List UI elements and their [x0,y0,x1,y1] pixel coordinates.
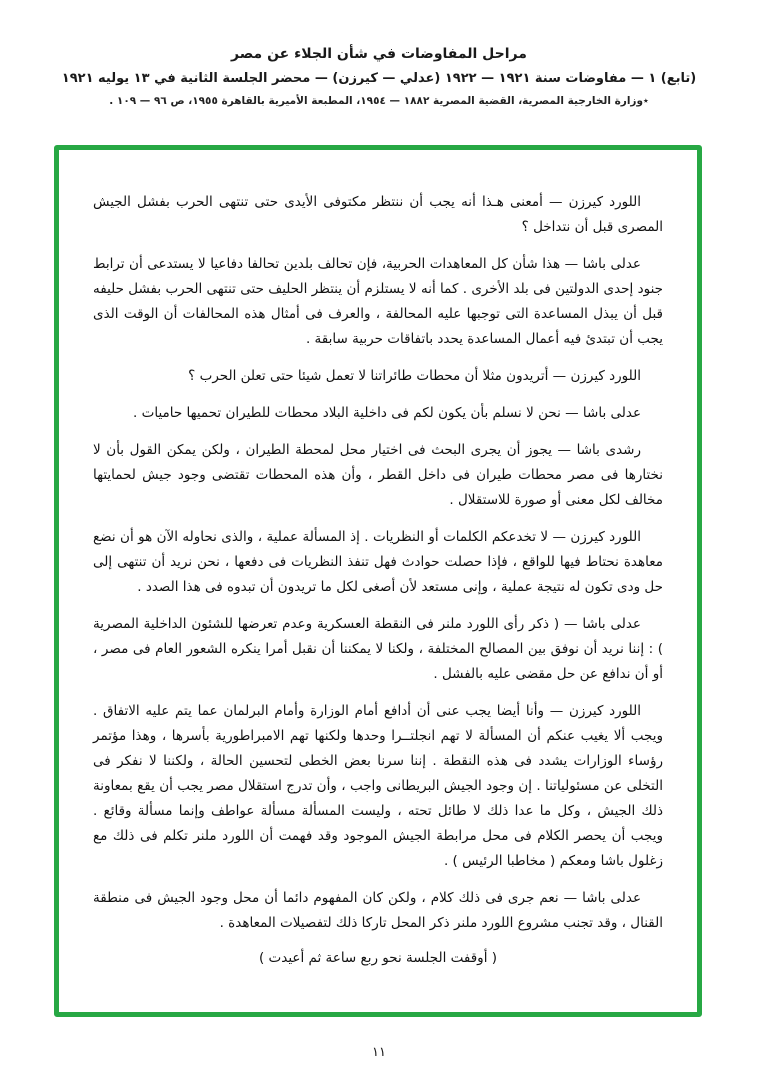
transcript-paragraph: عدلى باشا — ( ذكر رأى اللورد ملنر فى النقطة العسكرية وعدم تعرضها للشئون الداخلية المصرية ) : إننا نريد أن نوفق بين المصالح المختلفة ، ولكنا لا يمكننا أن نقبل أمرا ينكره الشعور العام فى مصر ، أو أن ندافع عن حل مقضى عليه بالفشل . [93,616,663,682]
transcript-paragraph: عدلى باشا — نعم جرى فى ذلك كلام ، ولكن كان المفهوم دائما أن محل وجود الجيش فى منطقة القنال ، وقد تجنب مشروع اللورد ملنر ذكر المحل تاركا ذلك لتفصيلات المعاهدة . [93,890,663,931]
session-pause-note: ( أوقفت الجلسة نحو ربع ساعة ثم أعيدت ) [258,950,498,966]
transcript-paragraph: اللورد كيرزن — أمعنى هـذا أنه يجب أن ننتظر مكتوفى الأيدى حتى تنتهى الحرب بفشل الجيش المصرى قبل أن نتداخل ؟ [93,194,663,235]
transcript-paragraph: اللورد كيرزن — أتريدون مثلا أن محطات طائراتنا لا تعمل شيئا حتى تعلن الحرب ؟ [188,368,641,384]
content-frame [54,145,702,1017]
page-footer [0,1041,758,1060]
page-title: مراحل المفاوضات في شأن الجلاء عن مصر [231,46,527,62]
document-header [0,0,758,107]
transcript-paragraph: اللورد كيرزن — وأنا أيضا يجب عنى أن أدافع أمام الوزارة وأمام البرلمان عما يتم عليه الاتفاق . ويجب ألا يغيب عنكم أن المسألة لا تهم انجلتــرا وحدها ولكنها تهم الامبراطورية بأسرها ، وهذا مؤتمر رؤساء الوزارات يشدد فى هذه النقطة . إننا سرنا بعض الخطى لتحسين الحالة ، ولكننا لا نفكر فى التخلى عن مسئولياتنا . إن وجود الجيش البريطانى واجب ، وأن تدرج استقلال مصر يجب أن يقع بمعاونة ذلك الجيش ، وكل ما عدا ذلك لا طائل تحته ، وليست المسألة مسألة عواطف وإنما مسألة وقائع . ويجب أن يحصر الكلام فى محل مرابطة الجيش الموجود وقد فهمت أن اللورد ملنر تكلم فى ذلك مع زغلول باشا ومعكم ( مخاطبا الرئيس ) . [93,703,663,869]
transcript-paragraph: عدلى باشا — هذا شأن كل المعاهدات الحربية، فإن تحالف بلدين تحالفا دفاعيا لا يستدعى أن ترابط جنود إحدى الدولتين فى بلد الأخرى . كما أنه لا يستلزم أن ينتظر الحليف حتى تنتهى الحرب بفشل حليفه قبل أن يبذل المساعدة التى توجبها عليه المحالفة ، والعرف فى أمثال هذه المحالفات أن الوقت الذى يجب أن تبتدئ فيه أعمال المساعدة يحدد باتفاقات حربية سابقة . [93,256,663,347]
transcript-body [93,190,663,936]
source-citation: ٭وزارة الخارجية المصرية، القضية المصرية ١٨٨٢ — ١٩٥٤، المطبعة الأميرية بالقاهرة ١٩٥٥، ص ٩٦ — ١٠٩ . [109,95,649,107]
transcript-paragraph: عدلى باشا — نحن لا نسلم بأن يكون لكم فى داخلية البلاد محطات للطيران تحميها حاميات . [133,405,641,421]
document-subtitle: (تابع) ١ — مفاوضات سنة ١٩٢١ — ١٩٢٢ (عدلي — كيرزن) — محضر الجلسة الثانية في ١٣ يوليه ١٩٢١ [61,71,697,86]
transcript-paragraph: اللورد كيرزن — لا تخدعكم الكلمات أو النظريات . إذ المسألة عملية ، والذى نحاوله الآن هو أن نضع معاهدة نحتاط فيها للواقع ، فإذا حصلت حوادث فهل تنفذ النظريات فى دفعها ، نحن نريد أن تنتهى إلى حل ودى تكون له نتيجة عملية ، وإنى مستعد لأن أصغى لكل ما تريدون أن تبدوه فى هذا الصدد . [93,529,663,595]
page-number: ١١ [372,1045,386,1060]
transcript-paragraph: رشدى باشا — يجوز أن يجرى البحث فى اختيار محل لمحطة الطيران ، ولكن يمكن القول بأن لا نختارها فى مصر محطات طيران فى داخل القطر ، وأن هذه المحطات تقتضى وجود جيش لحمايتها مخالف لكل معنى أو صورة للاستقلال . [93,442,663,508]
